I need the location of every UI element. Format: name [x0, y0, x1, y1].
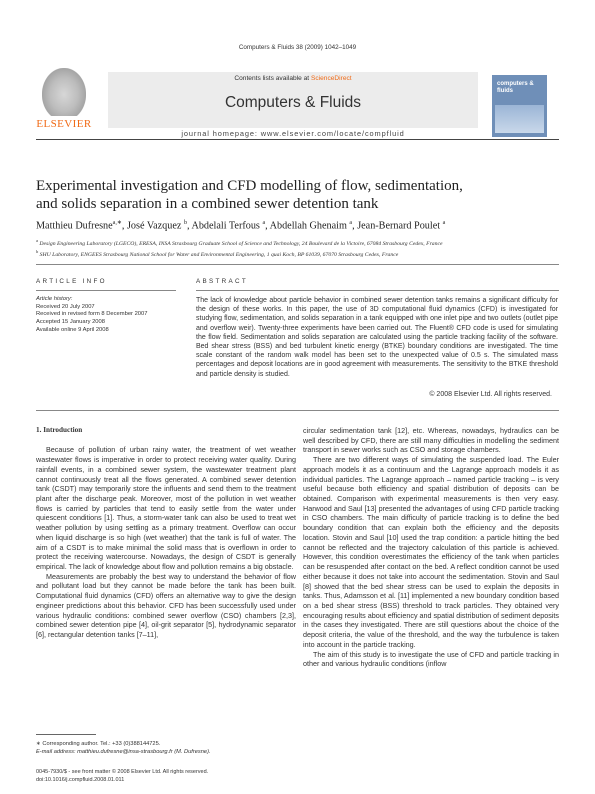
copyright-notice: © 2008 Elsevier Ltd. All rights reserved.: [429, 391, 552, 398]
journal-title: Computers & Fluids: [224, 94, 362, 111]
author-affiliation-mark: b: [183, 220, 187, 226]
elsevier-logo: [36, 68, 92, 132]
author-affiliation-mark: a: [262, 220, 266, 226]
elsevier-tree-icon: [42, 68, 86, 116]
affiliation-item: $^b$ SHU Laboratory, ENGEES Strasbourg National School for Water and Environmental Engineering, 1 quai Koch, BP 61039, 67070 Strasbourg Cedex, France: [36, 248, 399, 258]
article-title-line2: and solids separation in a combined sewer detention tank: [36, 195, 379, 212]
history-item: Available online 9 April 2008: [36, 326, 109, 333]
issn-line: 0045-7930/$ - see front matter © 2008 Elsevier Ltd. All rights reserved.: [36, 769, 209, 775]
body-left-column: [36, 426, 296, 640]
email-note[interactable]: E-mail address: matthieu.dufresne@insa-strasbourg.fr (M. Dufresne).: [36, 749, 211, 755]
cover-title: computers & fluids: [497, 81, 534, 94]
article-title: [36, 178, 556, 213]
history-item: Accepted 15 January 2008: [36, 319, 105, 326]
article-history: [36, 296, 176, 335]
author: Matthieu Dufresne: [36, 220, 113, 232]
author-affiliation-mark: a,∗: [112, 220, 122, 226]
divider: [36, 264, 559, 265]
history-item: Received 20 July 2007: [36, 303, 95, 310]
journal-cover-thumbnail: [492, 75, 547, 137]
affiliations: [36, 237, 559, 259]
divider: [196, 290, 559, 291]
article-title-line1: Experimental investigation and CFD modelling of flow, sedimentation,: [36, 178, 463, 194]
contents-line: [108, 75, 478, 82]
body-right-column: [303, 426, 559, 669]
elsevier-logo-text: ELSEVIER: [36, 118, 92, 130]
body-paragraph: Measurements are probably the best way to understand the behavior of flow and pollutant load but they cannot be made before the tank has been built. Computational fluid dynamics (CFD) offers an alternative way to give the design engineer predictions about this behavior. CFD has been successfully used under various hydraulic conditions: combined sewer overflow (CSO) chambers [2,3], combined sewer detention pipe [4], oil-grit separator [5], hydrodynamic separator [6], rectangular detention tanks [7–11],: [36, 571, 296, 640]
contents-prefix: Contents lists available at: [234, 75, 311, 82]
footnote-rule: [36, 734, 96, 735]
body-paragraph: Because of pollution of urban rainy water, the treatment of wet weather wastewater flows is imperative in order to protect receiving water quality. During rainfall events, in a combined sewer system, the wastewater treatment plant cannot continuously treat all the flows generated. A combined sewer detention tank (CSDT) may temporarily store the influents and send them to the treatment plant after the discharge peak. Moreover, most of the pollution in wet weather flows is carried by particles that tend to easily settle from the water under quiescent conditions [1]. Thus, a storm-water tank can also be used to treat wet weather pollution by using settling as a primary treatment. Overflow can occur when liquid discharge is so high (wet weather) that the tank is full of water. The aim of a CSDT is to make minimal the solid mass that is overflown in order to protect the receiving watercourse. Nowadays, the design of CSDT is generally empirical. The lack of knowledge about flow and pollution remains a big obstacle.: [36, 445, 296, 572]
footnotes: [36, 740, 296, 756]
affiliation-item: $^a$ Design Engineering Laboratory (LGECO), ERESA, INSA Strasbourg Graduate School of Science and Technology, 24 Boulevard de la Victoire, 67084 Strasbourg Cedex, France: [36, 238, 443, 247]
article-info-heading: ARTICLE INFO: [36, 278, 107, 285]
body-paragraph: circular sedimentation tank [12], etc. Whereas, nowadays, hydraulics can be well described by CFD, there are still many difficulties in modelling the sediment transport in sewer works such as CSO and storage chambers.: [303, 426, 559, 455]
abstract-text: The lack of knowledge about particle behavior in combined sewer detention tanks remains a significant difficulty for the design of these works. In this paper, the use of 3D computational fluid dynamics (CFD) is investigated for studying flow, sedimentation, and solids separation in a tank equipped with one inlet pipe and two outlets (outlet pipe and overflow weir). Twenty-three experiments have been carried out. The Fluent® CFD code is used for simulating the flow field. Sedimentation and solids separation are calculated using the particle tracking facility of the software. Bed shear stress (BSS) and bed turbulent kinetic energy (BTKE) boundary conditions are investigated. The time scale constant of the random walk model has been set to the unexpected value of 0.5 s. The simulated mass percentages and deposit locations are in good agreement with measurements. The sensitivity to the BTKE threshold and particle density is studied.: [196, 297, 558, 378]
author: Abdellah Ghenaim: [269, 220, 347, 232]
abstract-heading: ABSTRACT: [196, 278, 248, 285]
corresponding-author-note: ∗ Corresponding author. Tel.: +33 (0)388144725.: [36, 741, 161, 747]
body-paragraph: The aim of this study is to investigate the use of CFD and particle tracking in other and various hydraulic conditions (inflow: [303, 649, 559, 669]
divider: [36, 290, 176, 291]
history-heading: Article history:: [36, 296, 73, 302]
divider: [36, 410, 559, 411]
author: Jean-Bernard Poulet: [357, 220, 441, 232]
cover-graphic: [495, 105, 544, 133]
author: Abdelali Terfous: [191, 220, 260, 232]
body-paragraph: There are two different ways of simulating the suspended load. The Euler approach models it as a continuum and the Lagrange approach models it as individual particles. The Lagrange approach – named particle tracking – is very useful because both efficiency and spatial distribution of deposits can be obtained. Comparison with experimental measurements is then very easy. Harwood and Saul [13] presented the advantages of using CFD particle tracking in CSO chambers. The main difficulty of particle tracking is to define the bed boundary condition that can explain both the efficiency and the deposits location. Stovin and Saul [10] used the trap condition: a particle hitting the bed cannot be reflected and the trajectory calculation of this particle is achieved. However, this condition overestimates the efficiency of the tank when particles can be resuspended after contact on the bed. A reflect condition cannot be used either because it does not take into account the sedimentation. Stovin and Saul [8] showed that the bed shear stress can be used to explain the deposits in tanks. Thus, Adamsson et al. [11] implemented a new boundary condition based on a bed shear stress (BSS) threshold to track particles. They obtained very encouraging results about efficiency and spatial distribution of sediment deposits in the cases they investigated. There are still questions about the choice of the deposit criteria, the value of the threshold, and the way the turbulence is taken into account in the particle tracking.: [303, 455, 559, 649]
sciencedirect-link[interactable]: ScienceDirect: [310, 75, 352, 82]
journal-citation: Computers & Fluids 38 (2009) 1042–1049: [238, 44, 357, 51]
author-affiliation-mark: a: [349, 220, 353, 226]
doi-line[interactable]: doi:10.1016/j.compfluid.2008.01.011: [36, 777, 125, 783]
author-list: Matthieu Dufresne$^{a,∗}$, José Vazquez $^b$, Abdelali Terfous $^a$, Abdellah Ghenaim $^a$, Jean-Bernard Poulet $^a$: [36, 220, 446, 232]
issn-doi: [36, 768, 296, 784]
author-affiliation-mark: a: [442, 220, 446, 226]
author: José Vazquez: [126, 220, 182, 232]
header-rule: [36, 139, 559, 140]
history-item: Received in revised form 8 December 2007: [36, 311, 148, 318]
journal-homepage[interactable]: journal homepage: www.elsevier.com/locate/compfluid: [181, 129, 405, 138]
section-heading: 1. Introduction: [36, 426, 83, 434]
